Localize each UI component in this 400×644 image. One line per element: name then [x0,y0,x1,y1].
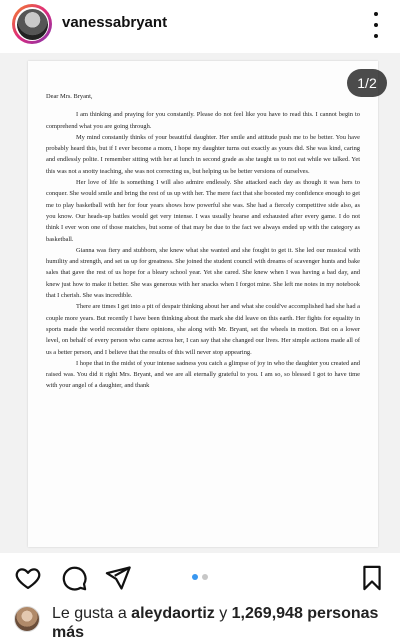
heart-icon[interactable] [14,564,42,592]
carousel-dot-active [192,574,198,580]
likes-summary [14,604,394,644]
liker-username[interactable]: aleydaortiz [131,605,215,622]
bookmark-icon[interactable] [358,564,386,592]
letter-paragraph: Her love of life is something I will also admire endlessly. She attacked each day as though it was hers to conquer. She would smile and bring the rest of us up with her. The mere fact that she boosted my confidence enough to get me to play basketball with her for four years shows how powerful she was. She had a fiercely competitive side also, as you know. Our heads-up battles would get very intense. I was usually hearse and exhausted after every game. I do not think I ever won one of those matches, but some of that may be due to the fact we always ended up with the category as basketball. [46,179,360,243]
letter-paragraph: Gianna was fiery and stubborn, she knew what she wanted and she fought to get it. She led our musical with humility and strength, and set us up for greatness. She joined the student council with dreams of scavenger hunts and bake sales that gave the rest of us hope for a bleary school year. Yet she cared. She knew when I was having a bad day, and knew just how to make it better. She was generous with her snacks when I forgot mine. She left me notes in my notebook that I cherish. She was incredible. [46,246,360,300]
post-image[interactable] [0,53,400,553]
profile-photo [17,9,48,40]
letter-greeting: Dear Mrs. Bryant, [46,93,93,100]
more-options-icon[interactable] [366,12,386,38]
share-icon[interactable] [104,564,132,592]
letter-body [46,91,360,392]
liker-avatar[interactable] [14,606,40,632]
letter-paragraph: There are times I get into a pit of despair thinking about her and what she could've accomplished had she had a couple more years. But recently I have been thinking about the mark she did leave on this earth. Her fights for equality in sports made the world reconsider there opinions, she along with Mr. Bryant, set the wheels in motion. But on a lower level, on behalf of every person who came across her, I can say that she changed our lives. Her simple actions made all of us a better person, and I believe that the results of this will never stop appearing. [46,303,360,356]
carousel-indicator [192,574,208,580]
letter-paragraph: I am thinking and praying for you constantly. Please do not feel like you have to read this. I cannot begin to comprehend what you are going through. [46,111,360,130]
page-counter-badge: 1/2 [347,69,387,97]
comment-icon[interactable] [60,564,88,592]
carousel-dot [202,574,208,580]
likes-count[interactable]: 1,269,948 personas [231,605,379,622]
letter-page [28,61,378,547]
post-header [0,0,400,52]
avatar[interactable] [12,4,52,44]
likes-suffix: más [52,624,85,641]
likes-prefix: Le gusta a [52,605,132,622]
letter-paragraph: I hope that in the midst of your intense sadness you catch a glimpse of joy in who the daughter you created and raised was. You did it right Mrs. Bryant, and we are all eternally grateful to you. I am so, so blessed I got to have time with your angel of a daughter, and thank [46,359,360,390]
username[interactable]: vanessabryant [62,14,168,31]
likes-connector: y [214,605,232,622]
likes-text[interactable] [52,604,392,642]
letter-paragraph: My mind constantly thinks of your beautiful daughter. Her smile and attitude push me to be better. You have probably heard this, but if I ever become a mom, I hope my daughter turns out exactly as yours did. She was kind, caring and endlessly polite. I remember sitting with her at lunch in second grade as she taught us to not eat while we talked. Yet this was not a snotty teaching, she was not correcting us, but helping us be better versions of ourselves. [46,133,360,175]
